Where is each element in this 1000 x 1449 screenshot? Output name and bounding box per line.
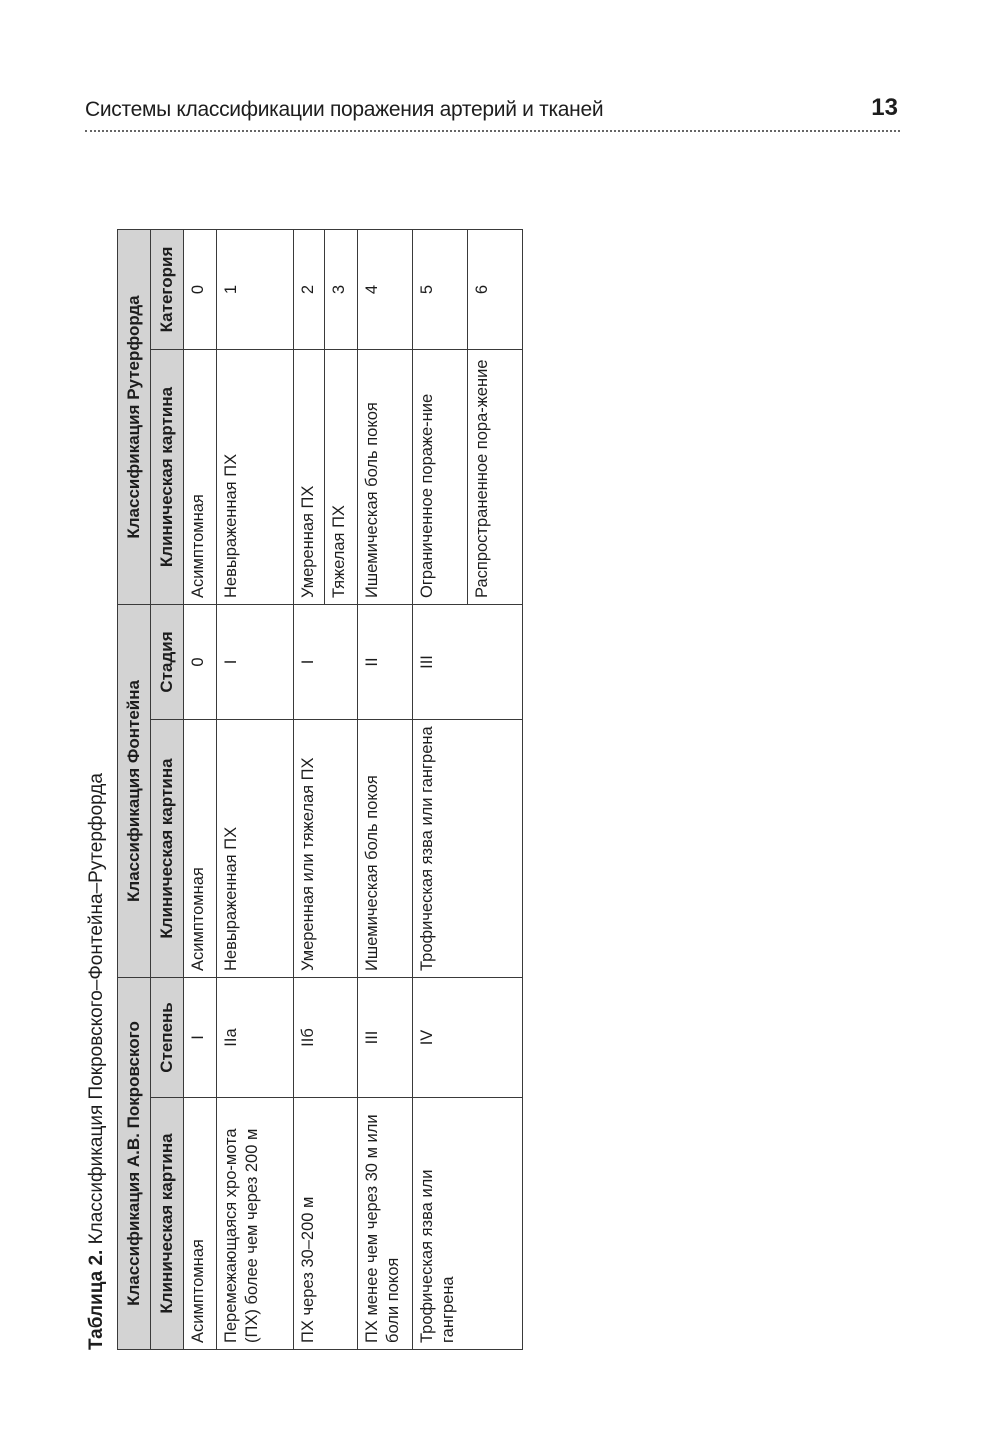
cell-rutherford-category: 1: [217, 230, 294, 350]
table-row: [413, 230, 468, 1350]
col-header-pokrovsky-degree: Степень: [151, 978, 184, 1098]
running-head: [85, 94, 900, 132]
cell-pokrovsky-clinical: Перемежающаяся хро-мота (ПХ) более чем через 200 м: [217, 1098, 294, 1350]
column-header-row: [151, 230, 184, 1350]
cell-pokrovsky-degree: IIб: [294, 978, 358, 1098]
cell-fontaine-stage: I: [217, 605, 294, 720]
page-number: 13: [871, 94, 898, 121]
rotated-table-block: [80, 155, 550, 1355]
cell-pokrovsky-clinical: Трофическая язва или гангрена: [413, 1098, 523, 1350]
cell-rutherford-clinical: Асимптомная: [184, 350, 217, 605]
cell-rutherford-clinical: Ограниченное пораже-ние: [413, 350, 468, 605]
cell-pokrovsky-degree: IIа: [217, 978, 294, 1098]
group-header-pokrovsky: Классификация А.В. Покровского: [118, 978, 151, 1350]
cell-rutherford-clinical: Умеренная ПХ: [294, 350, 325, 605]
cell-rutherford-category: 3: [325, 230, 358, 350]
cell-pokrovsky-clinical: ПХ менее чем через 30 м или боли покоя: [358, 1098, 413, 1350]
group-header-row: [118, 230, 151, 1350]
cell-pokrovsky-clinical: ПХ через 30–200 м: [294, 1098, 358, 1350]
cell-fontaine-stage: II: [358, 605, 413, 720]
running-title: Системы классификации поражения артерий и тканей: [85, 98, 604, 121]
cell-rutherford-clinical: Ишемическая боль покоя: [358, 350, 413, 605]
cell-pokrovsky-degree: III: [358, 978, 413, 1098]
cell-fontaine-clinical: Ишемическая боль покоя: [358, 720, 413, 978]
group-header-rutherford: Классификация Рутерфорда: [118, 230, 151, 605]
cell-rutherford-category: 0: [184, 230, 217, 350]
col-header-pokrovsky-clinical: Клиническая картина: [151, 1098, 184, 1350]
col-header-rutherford-category: Категория: [151, 230, 184, 350]
cell-fontaine-stage: 0: [184, 605, 217, 720]
cell-fontaine-clinical: Умеренная или тяжелая ПХ: [294, 720, 358, 978]
caption-label: Таблица 2.: [86, 1249, 107, 1350]
cell-rutherford-category: 2: [294, 230, 325, 350]
table-row: [184, 230, 217, 1350]
table-row: [294, 230, 325, 1350]
table-row: [358, 230, 413, 1350]
table-wrapper: [117, 229, 523, 1350]
cell-rutherford-category: 6: [468, 230, 523, 350]
table-row: [217, 230, 294, 1350]
cell-rutherford-clinical: Невыраженная ПХ: [217, 350, 294, 605]
cell-rutherford-clinical: Тяжелая ПХ: [325, 350, 358, 605]
col-header-fontaine-clinical: Клиническая картина: [151, 720, 184, 978]
col-header-fontaine-stage: Стадия: [151, 605, 184, 720]
cell-pokrovsky-degree: IV: [413, 978, 523, 1098]
group-header-fontaine: Классификация Фонтейна: [118, 605, 151, 978]
table-caption: [80, 773, 114, 1350]
cell-fontaine-stage: III: [413, 605, 523, 720]
cell-fontaine-clinical: Асимптомная: [184, 720, 217, 978]
cell-rutherford-category: 4: [358, 230, 413, 350]
cell-fontaine-clinical: Трофическая язва или гангрена: [413, 720, 523, 978]
cell-pokrovsky-clinical: Асимптомная: [184, 1098, 217, 1350]
col-header-rutherford-clinical: Клиническая картина: [151, 350, 184, 605]
cell-fontaine-stage: I: [294, 605, 358, 720]
classification-table: [117, 229, 523, 1350]
caption-text: Классификация Покровского–Фонтейна–Рутерфорда: [86, 773, 107, 1245]
cell-pokrovsky-degree: I: [184, 978, 217, 1098]
cell-rutherford-clinical: Распространенное пора-жение: [468, 350, 523, 605]
cell-fontaine-clinical: Невыраженная ПХ: [217, 720, 294, 978]
cell-rutherford-category: 5: [413, 230, 468, 350]
